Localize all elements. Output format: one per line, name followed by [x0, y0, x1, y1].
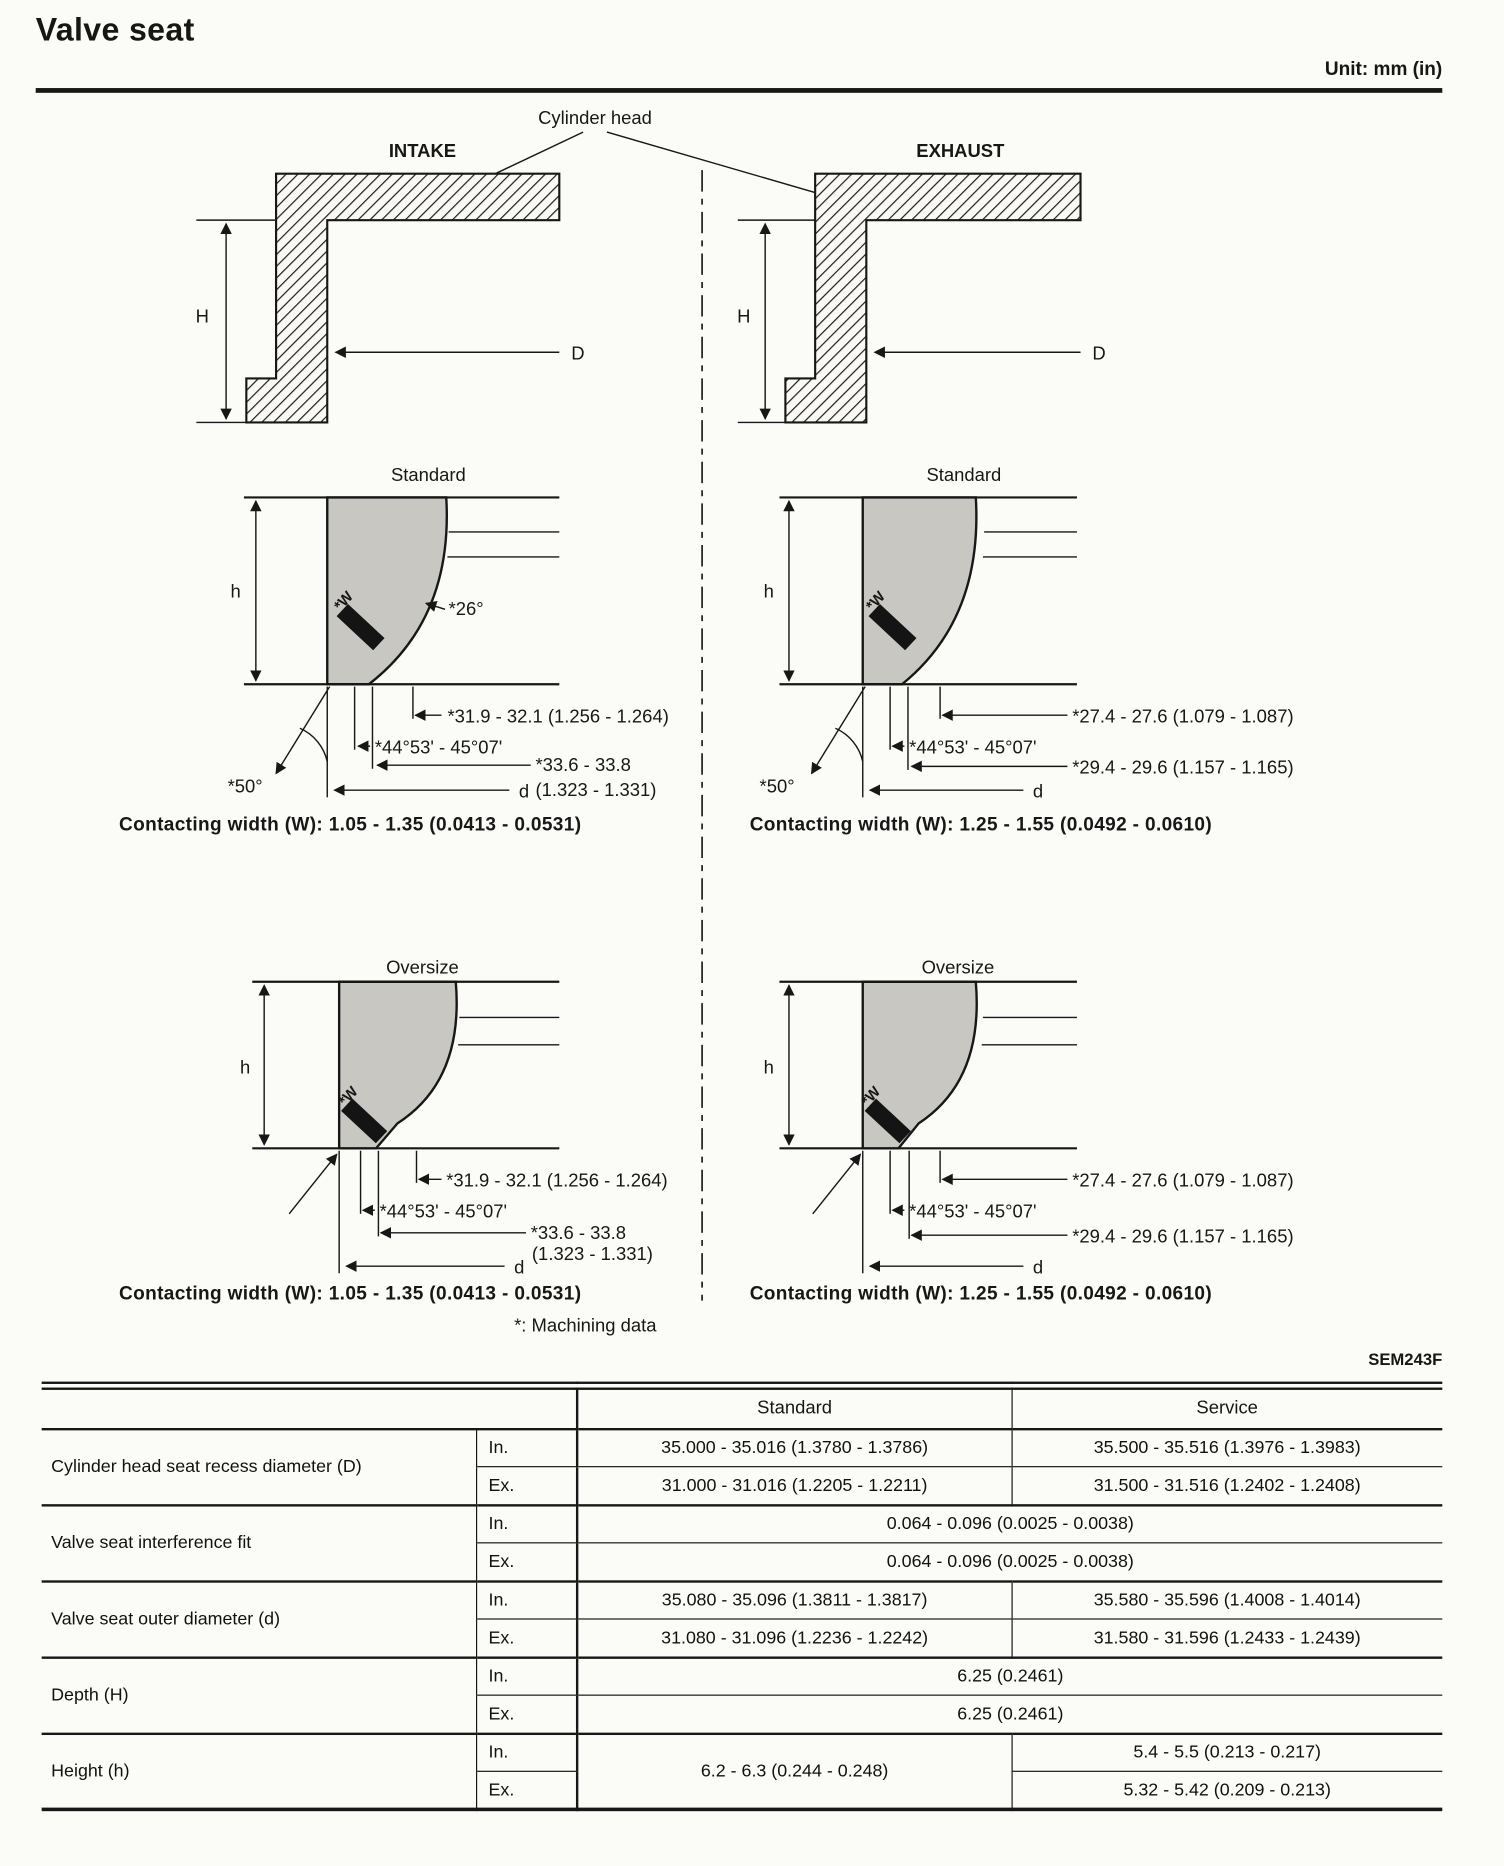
unit-label: Unit: mm (in) [1324, 59, 1443, 80]
dim-d-label: d [1032, 1256, 1044, 1278]
table-row [42, 1581, 1443, 1619]
table-row [42, 1733, 1443, 1771]
value-combined: 0.064 - 0.096 (0.0025 - 0.0038) [577, 1505, 1442, 1543]
sub-label-ex: Ex. [476, 1619, 577, 1657]
sub-label-ex: Ex. [476, 1467, 577, 1505]
value-service: 31.500 - 31.516 (1.2402 - 1.2408) [1012, 1467, 1443, 1505]
contacting-width-label: Contacting width (W): 1.05 - 1.35 (0.0413 - 0.0531) [119, 814, 582, 836]
row-label-outer-diameter: Valve seat outer diameter (d) [42, 1581, 476, 1657]
outer-diameter-label: *29.4 - 29.6 (1.157 - 1.165) [1072, 1225, 1294, 1247]
inner-diameter-label: *31.9 - 32.1 (1.256 - 1.264) [447, 705, 669, 727]
dim-h-label: h [763, 580, 774, 602]
sub-label-in: In. [476, 1581, 577, 1619]
value-standard: 31.080 - 31.096 (1.2236 - 1.2242) [577, 1619, 1011, 1657]
dim-D-label: D [571, 342, 585, 364]
table-row [42, 1505, 1443, 1543]
seat-angle-label: *44°53' - 45°07' [909, 1200, 1037, 1222]
inner-diameter-label: *27.4 - 27.6 (1.079 - 1.087) [1072, 1169, 1294, 1191]
dim-H-label: H [195, 305, 209, 327]
seat-angle-label: *44°53' - 45°07' [909, 736, 1037, 758]
value-standard: 35.000 - 35.016 (1.3780 - 1.3786) [577, 1429, 1011, 1467]
inner-diameter-label: *27.4 - 27.6 (1.079 - 1.087) [1072, 705, 1294, 727]
outer-diameter-label-in: (1.323 - 1.331) [531, 1243, 653, 1265]
col-header-service: Service [1012, 1386, 1443, 1429]
page-title: Valve seat [35, 11, 195, 48]
dim-h-label: h [230, 580, 241, 602]
value-service: 31.580 - 31.596 (1.2433 - 1.2439) [1012, 1619, 1443, 1657]
variant-title: Standard [390, 463, 466, 485]
exhaust-cross-section [737, 174, 1106, 423]
sub-label-ex: Ex. [476, 1543, 577, 1581]
sub-label-ex: Ex. [476, 1771, 577, 1809]
row-label-interference-fit: Valve seat interference fit [42, 1505, 476, 1581]
value-service: 5.4 - 5.5 (0.213 - 0.217) [1012, 1733, 1443, 1771]
exhaust-label: EXHAUST [916, 140, 1005, 162]
contact-band-label: *W [331, 588, 357, 615]
value-combined: 0.064 - 0.096 (0.0025 - 0.0038) [577, 1543, 1442, 1581]
sub-label-in: In. [476, 1733, 577, 1771]
contacting-width-label: Contacting width (W): 1.25 - 1.55 (0.0492 - 0.0610) [749, 814, 1213, 836]
table-row [42, 1429, 1443, 1467]
contact-band-label: *W [863, 588, 889, 615]
outer-diameter-label-in: (1.323 - 1.331) [535, 779, 657, 801]
figure-ref: SEM243F [1368, 1349, 1443, 1369]
dim-h-label: h [763, 1056, 774, 1078]
inner-diameter-label: *31.9 - 32.1 (1.256 - 1.264) [446, 1169, 668, 1191]
intake-cross-section [196, 174, 585, 423]
sub-label-in: In. [476, 1429, 577, 1467]
dim-H-label: H [737, 305, 751, 327]
outer-diameter-label: *29.4 - 29.6 (1.157 - 1.165) [1072, 756, 1294, 778]
value-combined: 6.25 (0.2461) [577, 1657, 1442, 1695]
dim-d-label: d [1032, 780, 1044, 802]
seat-angle-label: *44°53' - 45°07' [379, 1200, 508, 1222]
variant-title: Oversize [386, 956, 459, 978]
value-standard: 35.080 - 35.096 (1.3811 - 1.3817) [577, 1581, 1011, 1619]
value-standard-combined: 6.2 - 6.3 (0.244 - 0.248) [577, 1733, 1011, 1809]
dim-d-label: d [518, 780, 530, 802]
col-header-standard: Standard [577, 1386, 1011, 1429]
value-service: 35.500 - 35.516 (1.3976 - 1.3983) [1012, 1429, 1443, 1467]
exhaust-oversize-detail [750, 956, 1294, 1304]
contacting-width-label: Contacting width (W): 1.05 - 1.35 (0.0413 - 0.0531) [119, 1283, 582, 1305]
contact-band-label: *W [336, 1084, 362, 1110]
row-label-depth: Depth (H) [42, 1657, 476, 1733]
outer-diameter-label: *33.6 - 33.8 [530, 1221, 627, 1243]
table-row [42, 1657, 1443, 1695]
intake-standard-detail [119, 464, 669, 836]
sub-label-in: In. [476, 1505, 577, 1543]
spec-table [42, 1382, 1443, 1812]
value-service: 5.32 - 5.42 (0.209 - 0.213) [1012, 1771, 1443, 1809]
bottom-angle-label: *50° [227, 775, 263, 797]
outer-diameter-label: *33.6 - 33.8 [535, 754, 631, 776]
exhaust-standard-detail [750, 464, 1294, 836]
contacting-width-label: Contacting width (W): 1.25 - 1.55 (0.0492 - 0.0610) [749, 1283, 1213, 1305]
intake-label: INTAKE [388, 140, 457, 162]
value-standard: 31.000 - 31.016 (1.2205 - 1.2211) [577, 1467, 1011, 1505]
value-service: 35.580 - 35.596 (1.4008 - 1.4014) [1012, 1581, 1443, 1619]
variant-title: Standard [926, 463, 1002, 485]
top-angle-label: *26° [448, 598, 484, 620]
bottom-angle-label: *50° [759, 775, 795, 797]
variant-title: Oversize [921, 956, 995, 978]
header-blank [42, 1386, 578, 1429]
sub-label-in: In. [476, 1657, 577, 1695]
row-label-height: Height (h) [42, 1733, 476, 1809]
intake-oversize-detail [119, 956, 668, 1304]
row-label-recess-diameter: Cylinder head seat recess diameter (D) [42, 1429, 476, 1505]
seat-angle-label: *44°53' - 45°07' [374, 736, 503, 758]
value-combined: 6.25 (0.2461) [577, 1695, 1442, 1733]
contact-band-label: *W [858, 1084, 884, 1110]
dim-d-label: d [514, 1256, 525, 1278]
dim-D-label: D [1092, 342, 1106, 364]
sub-label-ex: Ex. [476, 1695, 577, 1733]
dim-h-label: h [240, 1056, 251, 1078]
cylinder-head-label: Cylinder head [538, 106, 652, 128]
machining-note: *: Machining data [514, 1314, 657, 1336]
